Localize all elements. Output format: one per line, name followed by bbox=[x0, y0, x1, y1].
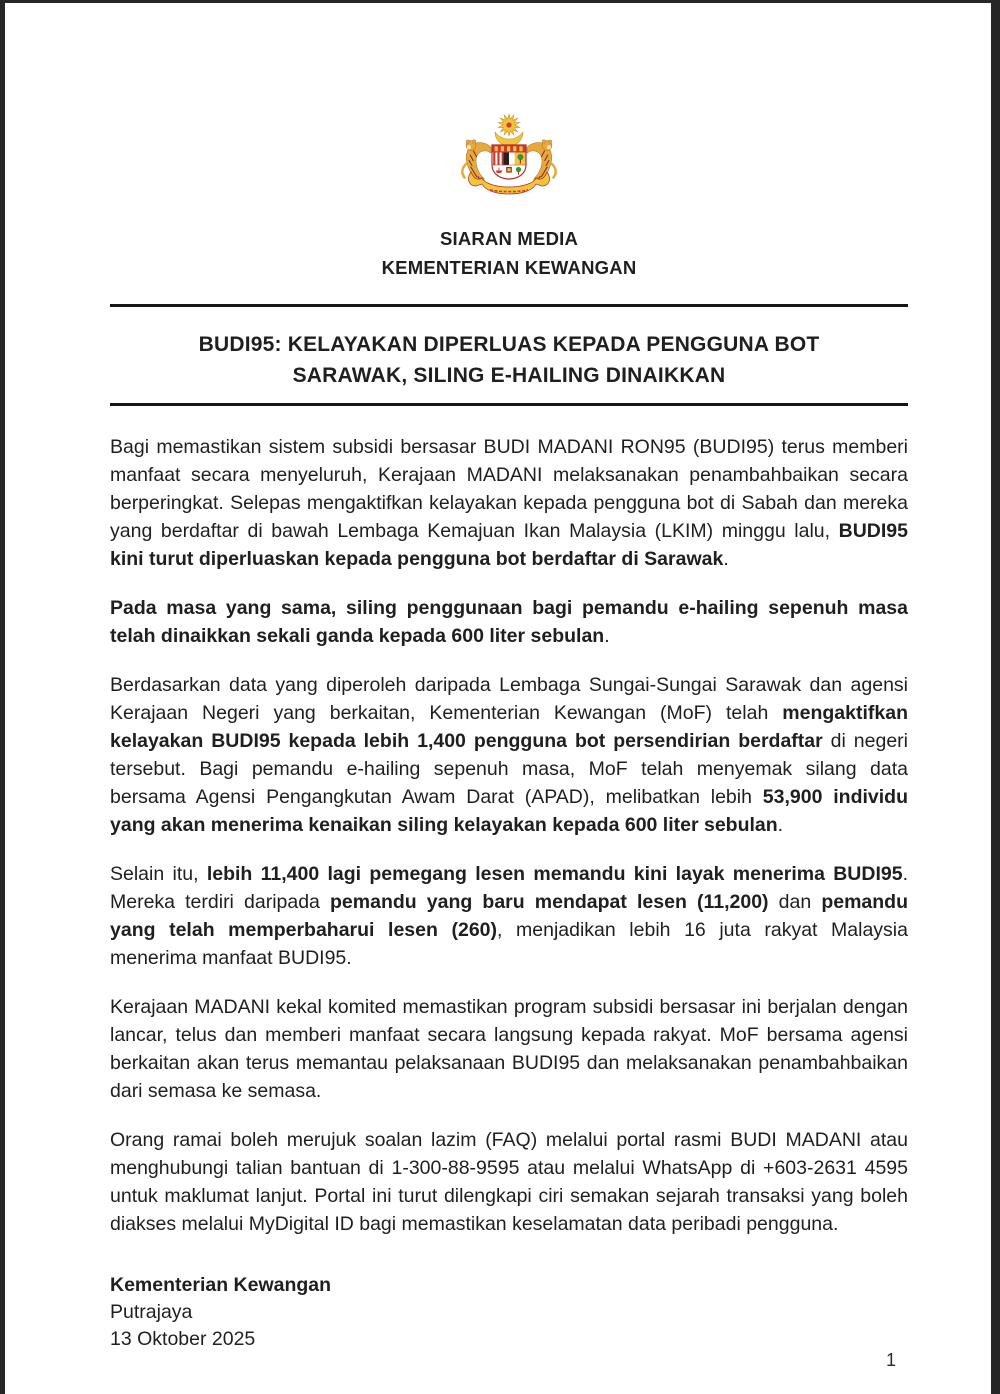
paragraph bbox=[110, 860, 908, 972]
text-run: di negeri tersebut. Bagi pemandu e-hailing sepenuh masa, MoF telah menyemak silang data bersama Agensi Pengangkutan Awam Darat (APAD), melibatkan lebih bbox=[110, 730, 908, 808]
divider-below-title bbox=[110, 403, 908, 406]
page-edge-right bbox=[991, 0, 1000, 1394]
bold-text-run: lebih 11,400 lagi pemegang lesen memandu kini layak menerima BUDI95 bbox=[206, 863, 903, 885]
paragraph bbox=[110, 433, 908, 573]
body-paragraphs bbox=[110, 433, 908, 1238]
text-run: . bbox=[777, 814, 784, 836]
letterhead-line-siaran-media: SIARAN MEDIA bbox=[439, 228, 579, 249]
text-run: . bbox=[604, 625, 610, 647]
text-run: Selain itu, bbox=[110, 863, 207, 885]
signoff-org: Kementerian Kewangan bbox=[110, 1274, 332, 1296]
paragraph bbox=[110, 1126, 908, 1238]
paragraph bbox=[110, 671, 908, 839]
title-line-1: BUDI95: KELAYAKAN DIPERLUAS KEPADA PENGGUNA BOT bbox=[198, 333, 820, 356]
letterhead-line-kementerian: KEMENTERIAN KEWANGAN bbox=[381, 257, 637, 278]
bold-text-run: pemandu yang telah memperbaharui lesen (260) bbox=[110, 891, 908, 941]
bold-text-run: 53,900 individu yang akan menerima kenaikan siling kelayakan kepada 600 liter sebulan bbox=[110, 786, 908, 836]
paragraph bbox=[110, 993, 908, 1105]
text-run: Kerajaan MADANI kekal komited memastikan program subsidi bersasar ini berjalan dengan lancar, telus dan memberi manfaat secara langsung kepada rakyat. MoF bersama agensi berkaitan akan terus memantau pelaksanaan BUDI95 dan melaksanakan penambahbaikan dari semasa ke semasa. bbox=[110, 996, 908, 1102]
text-run: Bagi memastikan sistem subsidi bersasar BUDI MADANI RON95 (BUDI95) terus memberi manfaat secara menyeluruh, Kerajaan MADANI melaksanakan penambahbaikan secara berperingkat. Selepas mengaktifkan kelayakan kepada pengguna bot di Sabah dan mereka yang berdaftar di bawah Lembaga Kemajuan Ikan Malaysia (LKIM) minggu lalu, bbox=[110, 436, 908, 542]
malaysia-coat-of-arms-icon bbox=[457, 112, 561, 204]
page-number: 1 bbox=[886, 1350, 897, 1370]
letterhead bbox=[110, 224, 908, 282]
text-run: Orang ramai boleh merujuk soalan lazim (FAQ) melalui portal rasmi BUDI MADANI atau menghubungi talian bantuan di 1-300-88-9595 atau melalui WhatsApp di +603-2631 4595 untuk maklumat lanjut. Portal ini turut dilengkapi ciri semakan sejarah transaksi yang boleh diakses melalui MyDigital ID bagi memastikan keselamatan data peribadi pengguna. bbox=[110, 1129, 908, 1235]
page-edge-left bbox=[0, 0, 5, 1394]
paragraph bbox=[110, 594, 908, 650]
press-release-title bbox=[110, 329, 908, 391]
text-run: , menjadikan lebih 16 juta rakyat Malaysia menerima manfaat BUDI95. bbox=[110, 919, 908, 969]
signoff-block bbox=[110, 1272, 908, 1353]
title-line-2: SARAWAK, SILING E-HAILING DINAIKKAN bbox=[292, 364, 726, 387]
signoff-place: Putrajaya bbox=[110, 1301, 193, 1323]
divider-above-title bbox=[110, 304, 908, 307]
text-run: Berdasarkan data yang diperoleh daripada Lembaga Sungai-Sungai Sarawak dan agensi Kerajaan Negeri yang berkaitan, Kementerian Kewangan (MoF) telah bbox=[110, 674, 908, 724]
bold-text-run: BUDI95 kini turut diperluaskan kepada pengguna bot berdaftar di Sarawak bbox=[110, 520, 908, 570]
signoff-date: 13 Oktober 2025 bbox=[110, 1328, 256, 1350]
text-run: . bbox=[723, 548, 729, 570]
text-run: dan bbox=[768, 891, 822, 913]
bold-text-run: pemandu yang baru mendapat lesen (11,200) bbox=[330, 891, 769, 913]
page-edge-top bbox=[0, 0, 1000, 3]
bold-text-run: Pada masa yang sama, siling penggunaan bagi pemandu e-hailing sepenuh masa telah dinaikkan sekali ganda kepada 600 liter sebulan bbox=[110, 597, 908, 647]
bold-text-run: mengaktifkan kelayakan BUDI95 kepada lebih 1,400 pengguna bot persendirian berdaftar bbox=[110, 702, 908, 752]
text-run: . Mereka terdiri daripada bbox=[110, 863, 908, 913]
document-content bbox=[0, 112, 1000, 1353]
